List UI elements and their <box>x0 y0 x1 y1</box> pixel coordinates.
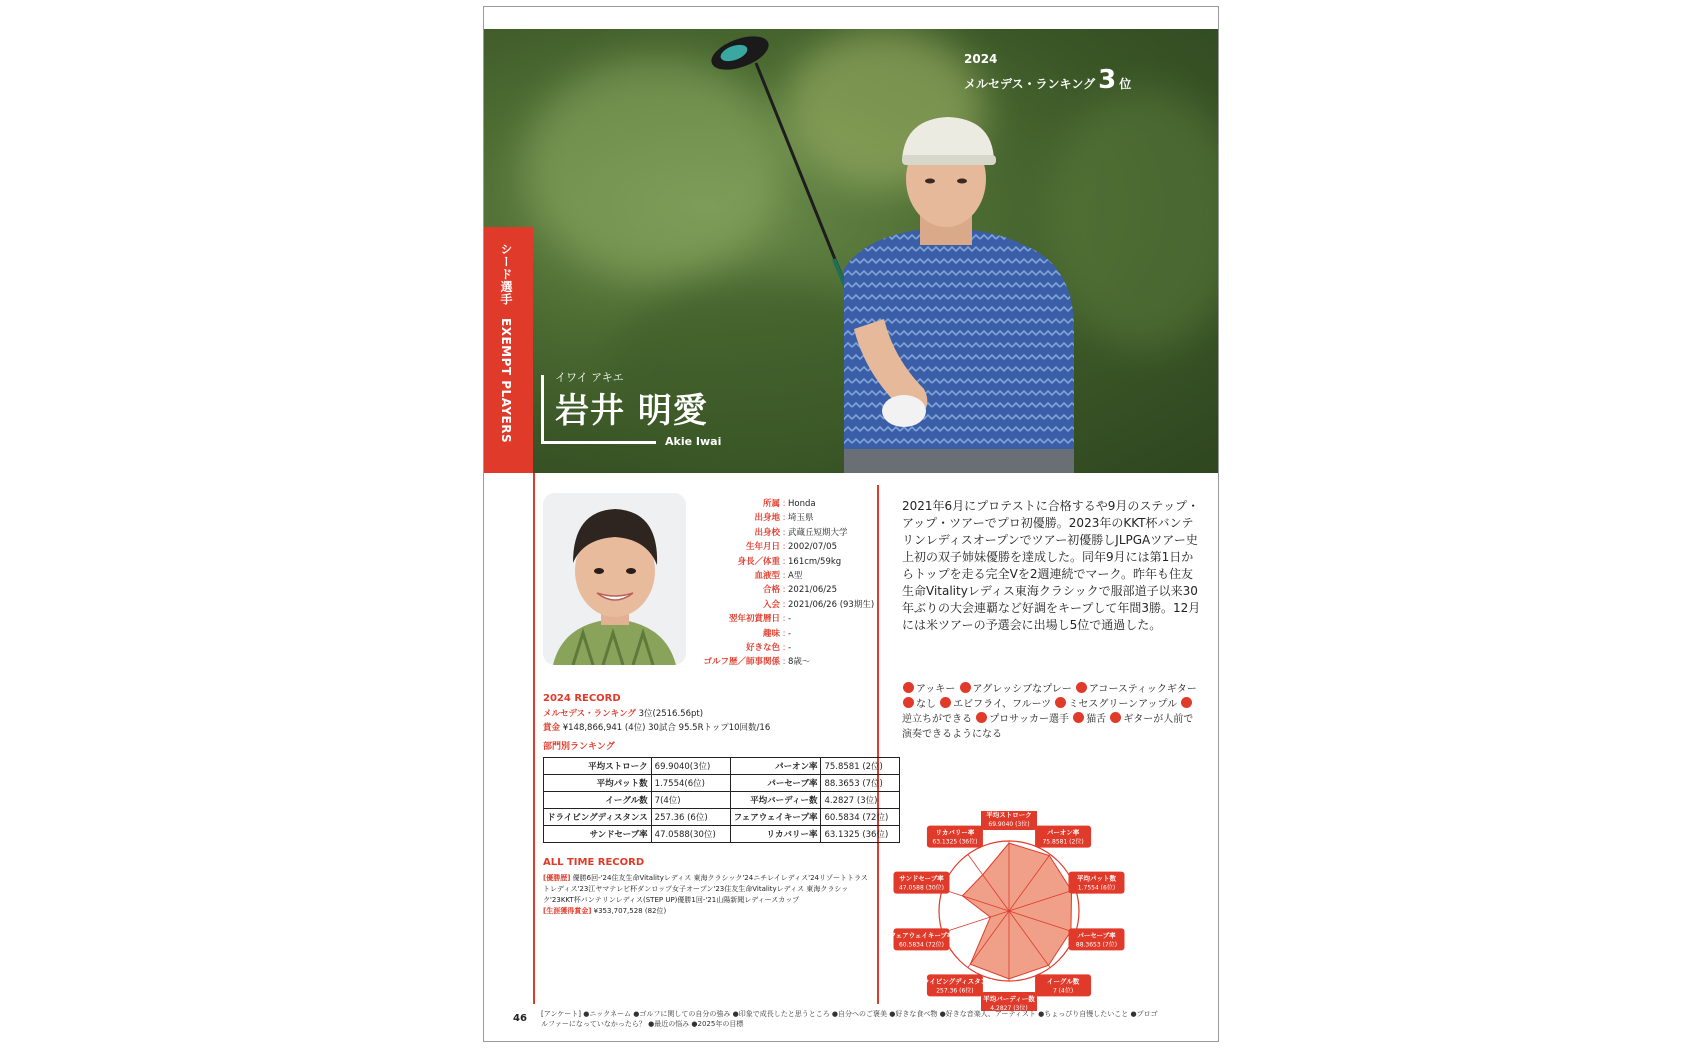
answer-bullet-icon <box>1076 682 1087 693</box>
magazine-page <box>483 6 1219 1042</box>
stats-row <box>544 758 900 775</box>
profile-colon: : <box>782 527 786 538</box>
profile-row <box>686 583 876 597</box>
side-tab-label: シード選手 EXEMPT PLAYERS <box>499 243 513 444</box>
profile-colon: : <box>782 657 786 668</box>
all-time-record-title: ALL TIME RECORD <box>543 857 645 868</box>
radar-axis-name: フェアウェイキープ率 <box>889 931 954 940</box>
radar-axis-value: 1.7554 (6位) <box>1077 884 1116 892</box>
radar-axis-label <box>1068 928 1124 950</box>
profile-label: 出身地 <box>754 513 780 524</box>
profile-label: 趣味 <box>762 628 780 639</box>
ranking-badge <box>964 53 1131 95</box>
radar-axis-name: サンドセーブ率 <box>899 874 944 883</box>
stat-label: イーグル数 <box>544 792 652 809</box>
radar-axis-value: 60.5834 (72位) <box>898 941 945 949</box>
stats-row <box>544 826 900 843</box>
radar-axis-value: 257.36 (6位) <box>936 987 974 995</box>
stat-label: 平均ストローク <box>544 758 652 775</box>
wins-label: [優勝歴] <box>543 874 571 882</box>
record-ranking-label: メルセデス・ランキング <box>543 709 636 719</box>
profile-row <box>686 641 876 655</box>
profile-value: A型 <box>788 571 803 582</box>
name-bracket-bar <box>541 375 544 443</box>
stat-label: パーセーブ率 <box>730 775 821 792</box>
profile-row <box>686 569 876 583</box>
profile-value: - <box>788 614 792 625</box>
profile-value: 8歳～ <box>788 657 811 668</box>
profile-label: ゴルフ歴／師事関係 <box>703 657 780 668</box>
stat-value: 4.2827 (3位) <box>821 792 900 809</box>
category-ranking-title: 部門別ランキング <box>543 742 615 752</box>
radar-axis-value: 69.9040 (3位) <box>988 821 1030 828</box>
stat-value: 69.9040(3位) <box>651 758 730 775</box>
radar-axis-name: ドライビングディスタンス <box>916 977 994 986</box>
stat-value: 63.1325 (36位) <box>821 826 900 843</box>
profile-row <box>686 511 876 525</box>
stat-value: 7(4位) <box>651 792 730 809</box>
ranking-year: 2024 <box>964 52 998 66</box>
radar-axis-name: 平均バーディー数 <box>983 995 1035 1003</box>
stats-row <box>544 775 900 792</box>
player-name: 岩井 明愛 <box>555 391 708 431</box>
ranking-unit: 位 <box>1119 77 1132 92</box>
left-accent-line <box>533 473 535 1004</box>
answer-text: 猫舌 <box>1086 714 1107 725</box>
section-side-tab <box>484 227 533 473</box>
profile-row <box>686 655 876 669</box>
radar-axis-value: 63.1325 (36位) <box>932 838 978 846</box>
radar-axis-label <box>981 811 1037 830</box>
radar-axis-name: 平均パット数 <box>1076 874 1116 883</box>
profile-value: - <box>788 643 792 654</box>
answer-bullet-icon <box>1110 712 1121 723</box>
ranking-label: メルセデス・ランキング <box>964 77 1096 92</box>
profile-label: 血液型 <box>754 571 780 582</box>
profile-colon: : <box>782 571 786 582</box>
record-ranking-value: 3位(2516.56pt) <box>638 709 704 719</box>
ranking-number: 3 <box>1098 65 1117 96</box>
answer-bullet-icon <box>976 712 987 723</box>
profile-row <box>686 540 876 554</box>
profile-list <box>686 497 876 670</box>
profile-row <box>686 612 876 626</box>
stat-value: 47.0588(30位) <box>651 826 730 843</box>
player-bio: 2021年6月にプロテストに合格するや9月のステップ・アップ・ツアーでプロ初優勝。2023年のKKT杯バンテリンレディスオープンでツアー初優勝しJLPGAツアー史上初の双子姉妹優勝を達成した。同年9月には第1日からトップを走る完全Vを2週連続でマーク。昨年も住友生命Vitalityレディス東海クラシックで服部道子以来30年ぶりの大会連覇など好調をキープして年間3勝。12月には米ツアーの予選会に出場し5位で通過した。 <box>902 499 1201 632</box>
radar-axis-label <box>889 928 954 950</box>
answer-bullet-icon <box>1181 697 1192 708</box>
answer-bullet-icon <box>1055 697 1066 708</box>
answer-text: エビフライ、フルーツ <box>953 699 1052 710</box>
profile-colon: : <box>782 643 786 654</box>
radar-axis-name: イーグル数 <box>1046 977 1080 986</box>
answer-bullet-icon <box>903 697 914 708</box>
answer-text: 逆立ちができる <box>902 714 972 725</box>
answer-text: プロサッカー選手 <box>989 714 1069 725</box>
answer-bullet-icon <box>960 682 971 693</box>
questionnaire-legend <box>541 1009 1161 1029</box>
record-ranking-line <box>543 707 703 719</box>
record-prize-label: 賞金 <box>543 723 561 733</box>
player-name-kana: イワイ アキエ <box>555 371 624 384</box>
profile-row <box>686 627 876 641</box>
record-2024-title: 2024 RECORD <box>543 693 621 704</box>
stat-value: 88.3653 (7位) <box>821 775 900 792</box>
answer-bullet-icon <box>1073 712 1084 723</box>
profile-label: 出身校 <box>754 527 780 538</box>
profile-colon: : <box>782 628 786 639</box>
stat-label: フェアウェイキープ率 <box>730 809 821 826</box>
radar-axis-label <box>916 974 993 996</box>
answer-text: アコースティックギター <box>1088 684 1197 695</box>
profile-colon: : <box>782 614 786 625</box>
profile-colon: : <box>782 585 786 596</box>
profile-colon: : <box>782 556 786 567</box>
radar-axis-name: パーセーブ率 <box>1077 931 1116 940</box>
answer-text: アッキー <box>916 684 956 695</box>
profile-row <box>686 555 876 569</box>
stat-value: 1.7554(6位) <box>651 775 730 792</box>
answer-text: ミセスグリーンアップル <box>1068 699 1178 710</box>
profile-value: 武蔵丘短期大学 <box>788 527 848 538</box>
radar-axis-value: 47.0588 (30位) <box>898 884 945 892</box>
stat-value: 75.8581 (2位) <box>821 758 900 775</box>
profile-colon: : <box>782 599 786 610</box>
radar-data-area <box>962 843 1071 979</box>
radar-axis-name: パーオン率 <box>1046 828 1080 837</box>
profile-portrait <box>543 493 686 665</box>
answer-text: なし <box>916 699 936 710</box>
stat-label: 平均パット数 <box>544 775 652 792</box>
career-prize-label: [生涯獲得賞金] <box>543 907 592 915</box>
profile-value: 161cm/59kg <box>788 556 842 567</box>
questionnaire-legend-label: [アンケート] <box>541 1010 582 1018</box>
player-name-english: Akie Iwai <box>665 435 722 448</box>
profile-colon: : <box>782 499 786 509</box>
profile-value: 埼玉県 <box>788 513 814 524</box>
profile-row <box>686 598 876 612</box>
profile-label: 好きな色 <box>745 643 780 654</box>
profile-value: Honda <box>788 499 816 509</box>
radar-axis-label <box>1035 826 1091 848</box>
stat-label: 平均バーディー数 <box>730 792 821 809</box>
profile-label: 生年月日 <box>745 542 780 553</box>
profile-colon: : <box>782 542 786 553</box>
record-prize-line <box>543 721 770 733</box>
stat-label: ドライビングディスタンス <box>544 809 652 826</box>
radar-axis-label <box>927 826 983 848</box>
stats-row <box>544 809 900 826</box>
profile-row <box>686 526 876 540</box>
stat-value: 60.5834 (72位) <box>821 809 900 826</box>
radar-axis-value: 4.2827 (3位) <box>990 1005 1028 1011</box>
radar-axis-name: 平均ストローク <box>986 811 1032 819</box>
profile-value: 2021/06/26 (93期生) <box>788 599 875 610</box>
questionnaire-legend-text: ●ニックネーム ●ゴルフに関しての自分の強み ●印象で成長したと思うところ ●自分へのご褒美 ●好きな食べ物 ●好きな音楽人、アーティスト ●ちょっぴり自慢したいこと ●プロゴルファーになっていなかったら？ ●最近の悩み ●2025年の目標 <box>541 1010 1158 1028</box>
profile-value: 2002/07/05 <box>788 542 837 553</box>
answer-text: ギターが人前で演奏できるようになる <box>902 714 1194 740</box>
profile-label: 入会 <box>762 599 780 610</box>
stats-row <box>544 792 900 809</box>
all-time-record-body <box>543 873 873 917</box>
page-number: 46 <box>513 1013 527 1024</box>
stat-value: 257.36 (6位) <box>651 809 730 826</box>
stats-radar-chart <box>879 811 1209 1011</box>
profile-label: 身長／体重 <box>737 556 780 567</box>
stat-label: パーオン率 <box>730 758 821 775</box>
profile-row <box>686 497 876 511</box>
answer-bullet-icon <box>940 697 951 708</box>
questionnaire-answers <box>902 682 1202 742</box>
radar-axis-value: 88.3653 (7位) <box>1075 941 1118 949</box>
profile-label: 翌年初賞暦日 <box>728 614 780 625</box>
profile-colon: : <box>782 513 786 524</box>
profile-label: 所属 <box>762 499 780 509</box>
profile-value: 2021/06/25 <box>788 585 837 596</box>
stat-label: リカバリー率 <box>730 826 821 843</box>
radar-axis-name: リカバリー率 <box>935 828 975 837</box>
radar-axis-label <box>1068 872 1124 894</box>
name-bracket-underline <box>541 441 656 444</box>
radar-axis-value: 75.8581 (2位) <box>1042 838 1084 846</box>
stat-label: サンドセーブ率 <box>544 826 652 843</box>
record-prize-value: ¥148,866,941 (4位) 30試合 95.5Rトップ10回数/16 <box>562 723 771 733</box>
stats-table <box>543 757 900 843</box>
wins-text: 優勝6回-'24住友生命Vitalityレディス 東海クラシック'24ニチレイレディス'24リゾートトラストレディス'23江ヤマテレビ杯ダンロップ女子オープン'23住友生命Vitalityレディス 東海クラシック'23KKT杯バンテリンレディス(STEP UP)優勝1回-'21山陽新聞レディースカップ <box>543 874 868 904</box>
profile-value: - <box>788 628 792 639</box>
radar-axis-label <box>894 872 950 894</box>
career-prize-text: ¥353,707,528 (82位) <box>593 907 667 915</box>
radar-axis-label <box>1035 974 1091 996</box>
radar-axis-value: 7 (4位) <box>1052 987 1074 995</box>
profile-label: 合格 <box>762 585 780 596</box>
answer-bullet-icon <box>903 682 914 693</box>
answer-text: アグレッシブなプレー <box>972 684 1072 695</box>
